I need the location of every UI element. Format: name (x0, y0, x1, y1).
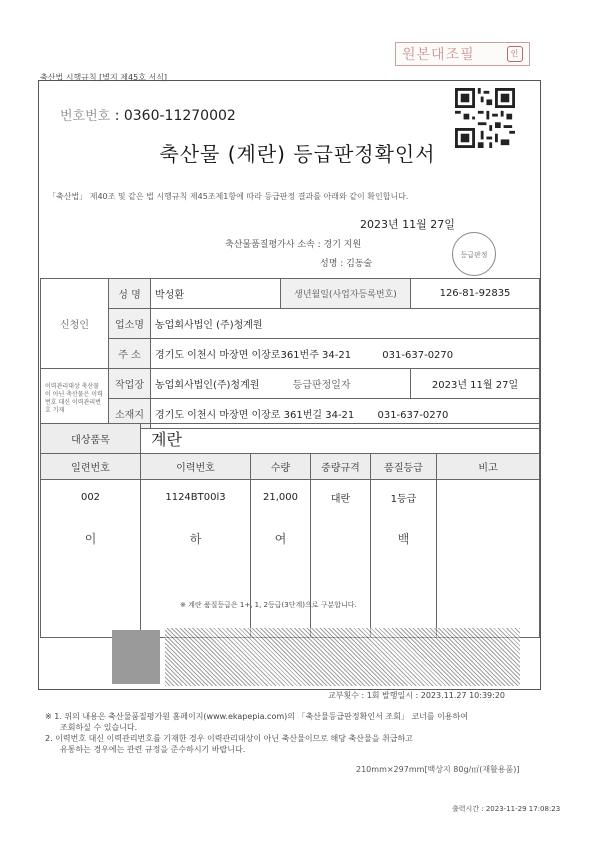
business-value: 농업회사법인 (주)청계원 (151, 309, 540, 339)
row-note (437, 480, 540, 516)
stamp-seal: 인 (507, 46, 523, 62)
reg-number-label: 생년월일(사업자등록번호) (281, 279, 411, 309)
row-weight: 대란 (311, 480, 371, 516)
paper-spec: 210mm×297mm[백상지 80g/㎡(재활용품)] (356, 765, 520, 774)
row-serial: 002 (41, 480, 141, 516)
workplace-value: 농업회사법인(주)청계원 (155, 380, 260, 391)
location-phone: 031-637-0270 (377, 410, 449, 421)
header-serial: 일련번호 (41, 454, 141, 480)
inspector-name: 성명 : 김동술 (320, 259, 373, 269)
grading-date-value: 2023년 11월 27일 (411, 369, 540, 399)
address-phone: 031-637-0270 (382, 350, 454, 361)
workplace-label: 작업장 (109, 369, 151, 399)
grading-date-label: 등급판정일자 (292, 380, 351, 391)
empty-mark: 여 (251, 516, 311, 608)
certificate-number-value: 0360-11270002 (123, 108, 236, 124)
scan-noise-block (112, 630, 160, 684)
note-line: 조회하실 수 있습니다. (60, 723, 138, 732)
stamp-text: 원본대조필 (402, 47, 475, 63)
reg-number-value: 126-81-92835 (411, 279, 540, 309)
grading-section-label: 이력관리대상 축산물이 아닌 축산물은 이력번호 대신 이력관리번호 기재 (41, 369, 109, 429)
address-value: 경기도 이천시 마장면 이장로361번주 34-21 (155, 350, 352, 361)
header-trace: 이력번호 (141, 454, 251, 480)
certificate-number-label: 번호번호 (60, 109, 111, 124)
header-grade: 품질등급 (371, 454, 437, 480)
printed-time: 출력시간 : 2023-11-29 17:08:23 (452, 805, 561, 813)
address-label: 주 소 (109, 339, 151, 369)
form-reference: 축산법 시행규칙 [별지 제45호 서식] (40, 73, 168, 82)
name-label: 성 명 (109, 279, 151, 309)
original-copy-stamp (395, 42, 530, 66)
header-note: 비고 (437, 454, 540, 480)
header-weight: 중량규격 (311, 454, 371, 480)
inspector-organization: 축산물품질평가사 소속 : 경기 지원 (225, 240, 362, 250)
category-value: 계란 (141, 424, 540, 454)
applicant-table (40, 278, 540, 429)
category-label: 대상품목 (41, 424, 141, 454)
row-trace: 1124BT00l3 (141, 480, 251, 516)
header-quantity: 수량 (251, 454, 311, 480)
note-line: 2. 이력번호 대신 이력관리번호를 기재한 경우 이력관리대상이 아닌 축산물이므로 해당 축산물을 취급하고 (45, 734, 413, 743)
empty-mark: 하 (141, 516, 251, 608)
applicant-section-label: 신청인 (41, 279, 109, 369)
official-seal: 등급판정 (452, 232, 496, 276)
empty-marks-row (41, 516, 540, 608)
grade-footnote: ※ 계란 품질등급은 1+, 1, 2등급(3단계)으로 구분합니다. (180, 601, 357, 609)
intro-text: 「축산법」 제40조 및 같은 법 시행규칙 제45조제1항에 따라 등급판정 결과를 아래와 같이 확인합니다. (48, 192, 409, 201)
address-cell (151, 339, 540, 369)
note-line: ※ 1. 위의 내용은 축산물품질평가원 홈페이지(www.ekapepia.com)의 「축산물등급판정확인서 조회」 코너를 이용하여 (45, 712, 468, 721)
name-value: 박성환 (151, 279, 281, 309)
empty-mark: 백 (371, 516, 437, 608)
location-label: 소재지 (109, 399, 151, 429)
row-grade: 1등급 (371, 480, 437, 516)
document-title: 축산물 (계란) 등급판정확인서 (159, 142, 436, 166)
table-row (41, 480, 540, 516)
issued-date: 2023년 11월 27일 (360, 218, 455, 231)
business-label: 업소명 (109, 309, 151, 339)
issue-info: 교부횟수 : 1회 발행일시 : 2023.11.27 10:39:20 (328, 691, 506, 700)
location-value: 경기도 이천시 마장면 이장로 361번길 34-21 (155, 410, 355, 421)
row-quantity: 21,000 (251, 480, 311, 516)
empty-mark: 이 (41, 516, 141, 608)
note-line: 유통하는 경우에는 관련 규정을 준수하시기 바랍니다. (60, 745, 246, 754)
certificate-number: 번호번호 : 0360-11270002 (60, 108, 236, 124)
workplace-cell (151, 369, 411, 399)
security-pattern (165, 628, 520, 686)
